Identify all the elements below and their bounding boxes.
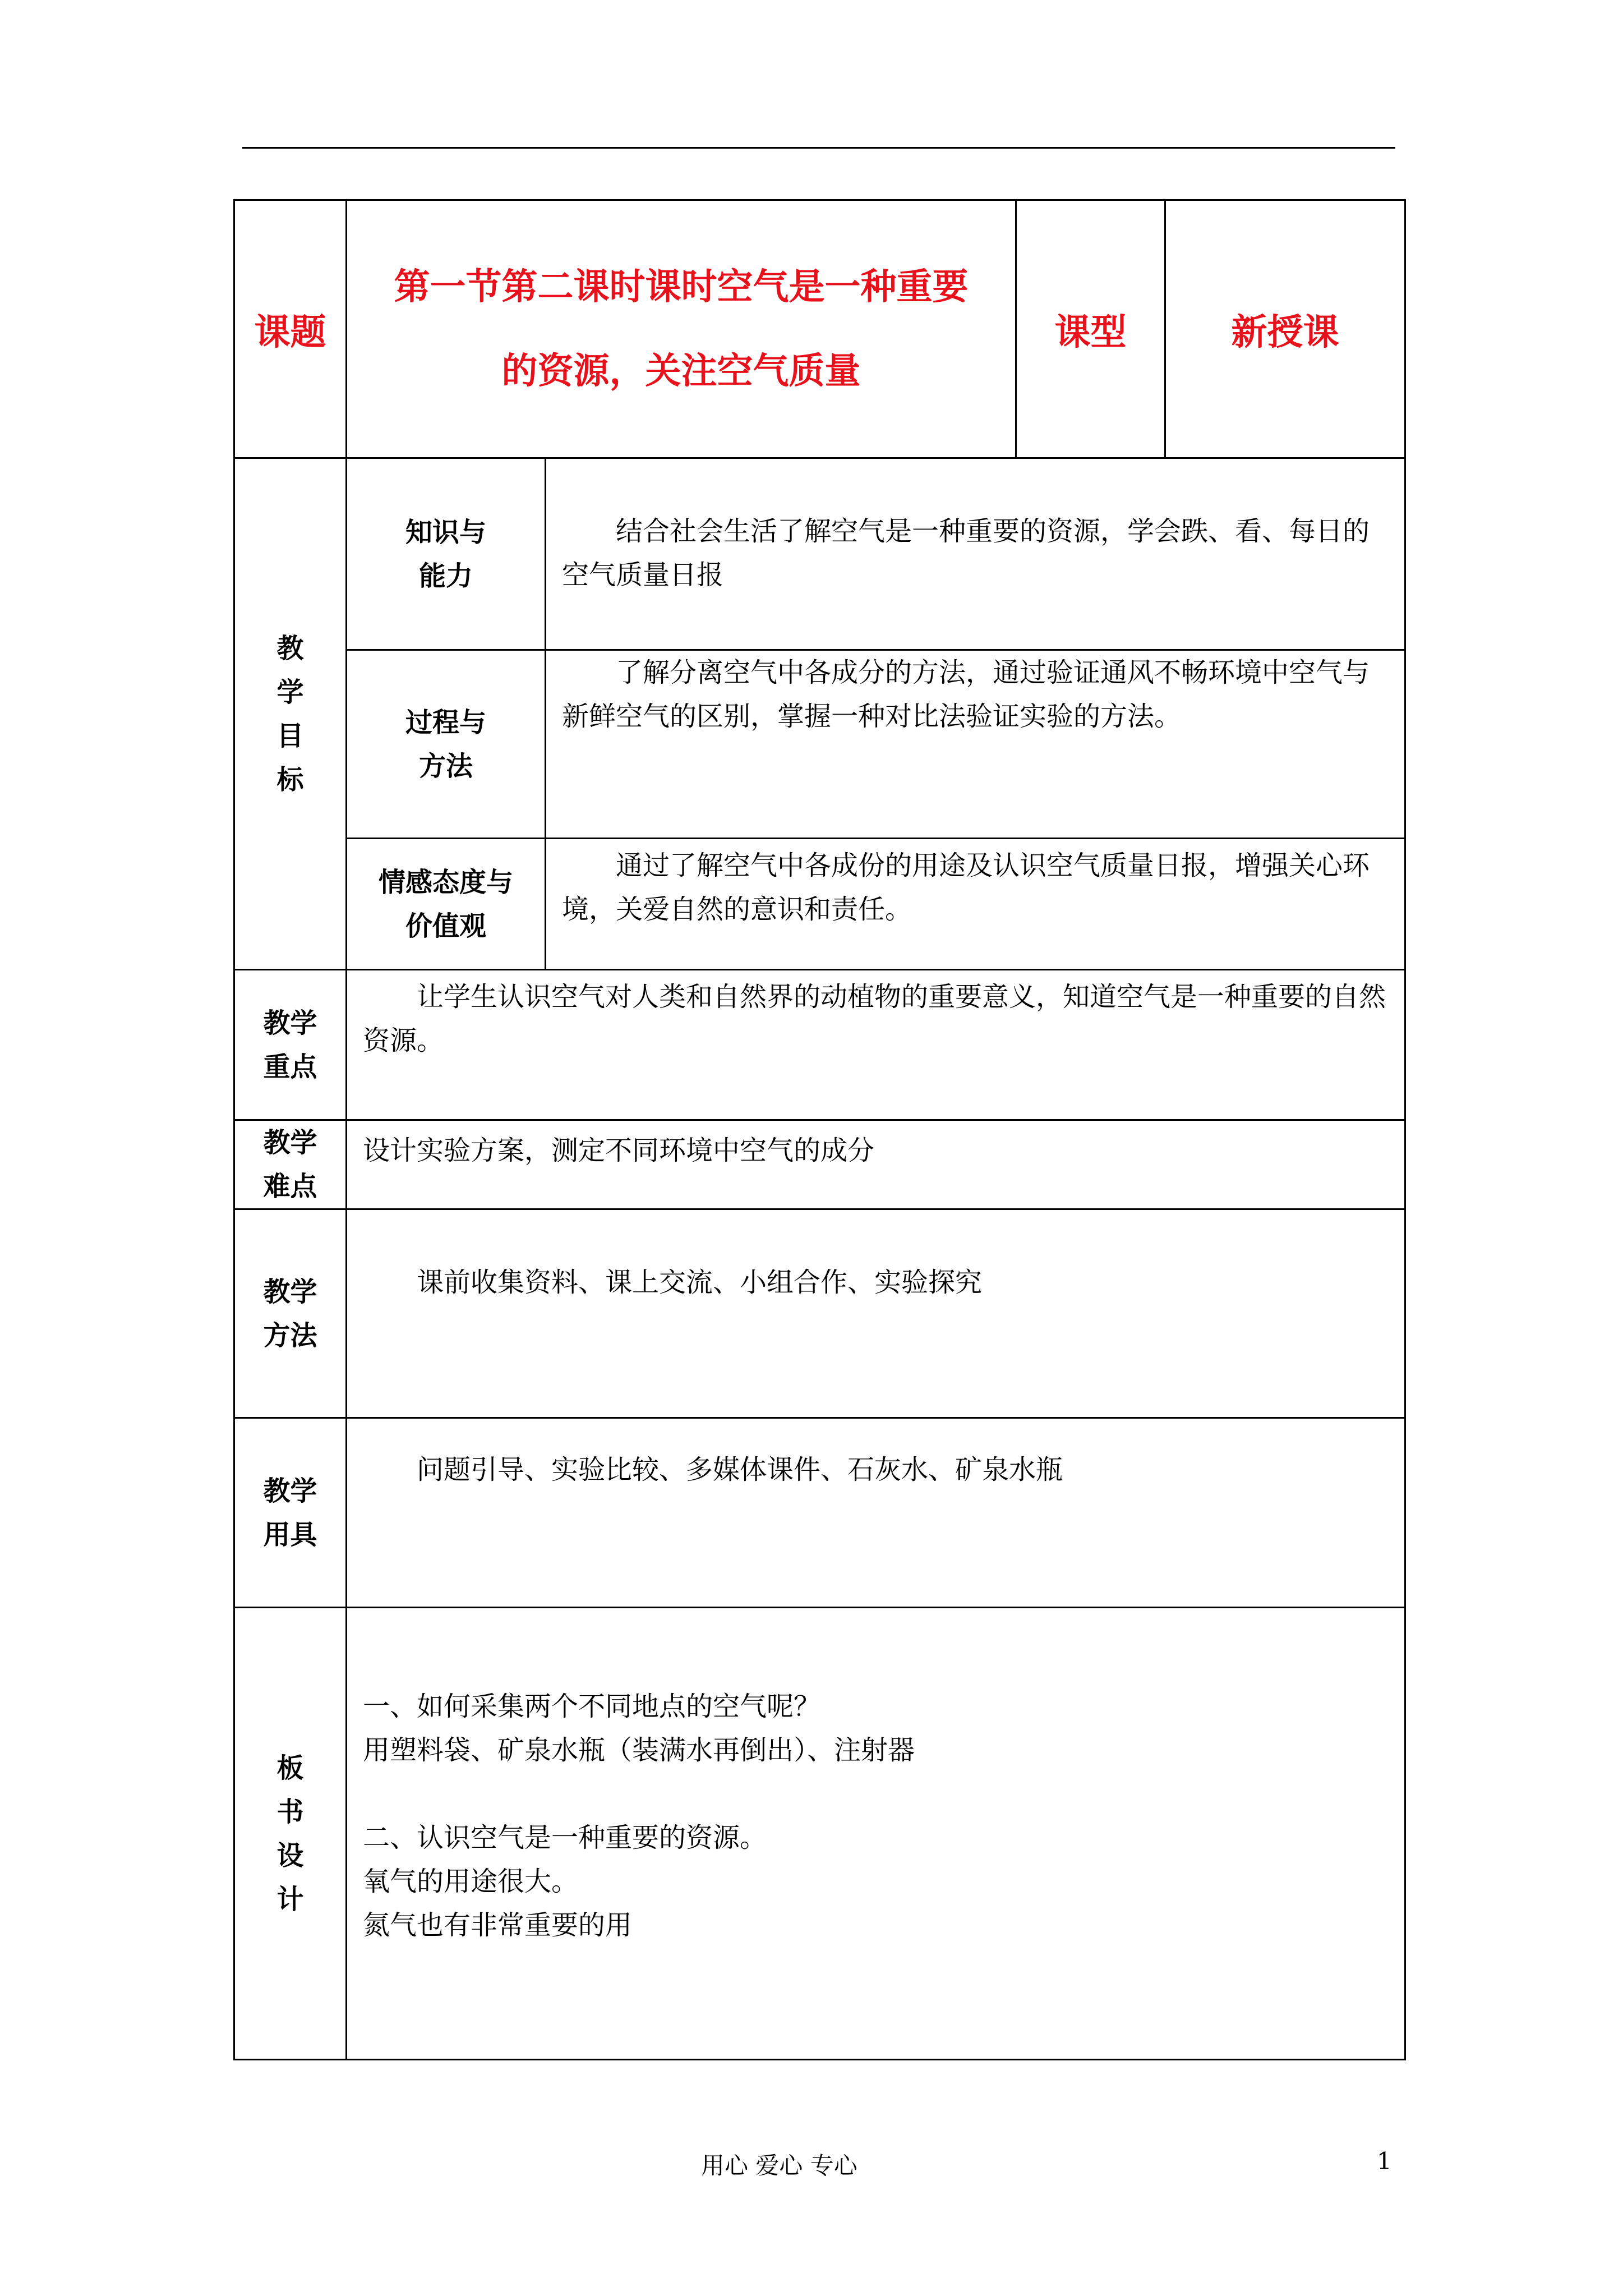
objective-content-attitude: 通过了解空气中各成份的用途及认识空气质量日报，增强关心环境，关爱自然的意识和责任。 (546, 839, 1405, 970)
method-label: 教学 方法 (234, 1209, 347, 1418)
type-label: 课型 (1016, 200, 1165, 458)
difficulty-row (234, 1120, 1405, 1209)
objective-label-attitude: 情感态度与 价值观 (347, 839, 546, 970)
lesson-title (347, 200, 1016, 458)
key-point-row (234, 970, 1405, 1120)
board-label: 板 书 设 计 (234, 1608, 347, 2060)
key-point-label: 教学 重点 (234, 970, 347, 1120)
title-row (234, 200, 1405, 458)
objectives-label: 教 学 目 标 (234, 458, 347, 970)
objective-label-knowledge: 知识与 能力 (347, 458, 546, 650)
board-line: 一、如何采集两个不同地点的空气呢？ (363, 1691, 821, 1722)
tools-content: 问题引导、实验比较、多媒体课件、石灰水、矿泉水瓶 (347, 1418, 1405, 1608)
difficulty-label: 教学 难点 (234, 1120, 347, 1209)
board-spacer (363, 1772, 1394, 1816)
method-row (234, 1209, 1405, 1418)
objective-row-process (234, 650, 1405, 839)
title-label: 课题 (234, 200, 347, 458)
board-content (347, 1608, 1405, 2060)
type-value: 新授课 (1165, 200, 1405, 458)
tools-row (234, 1418, 1405, 1608)
board-line: 氧气的用途很大。 (363, 1866, 579, 1897)
tools-label: 教学 用具 (234, 1418, 347, 1608)
board-line: 氮气也有非常重要的用 (363, 1910, 633, 1941)
objective-row-attitude (234, 839, 1405, 970)
objective-content-process: 了解分离空气中各成分的方法，通过验证通风不畅环境中空气与新鲜空气的区别，掌握一种对比法验证实验的方法。 (546, 650, 1405, 839)
board-line: 用塑料袋、矿泉水瓶（装满水再倒出）、注射器 (363, 1734, 915, 1766)
key-point-content: 让学生认识空气对人类和自然界的动植物的重要意义，知道空气是一种重要的自然资源。 (347, 970, 1405, 1120)
lesson-title-line1: 第一节第二课时课时空气是一种重要 (394, 265, 969, 308)
difficulty-content: 设计实验方案，测定不同环境中空气的成分 (347, 1120, 1405, 1209)
board-row (234, 1608, 1405, 2060)
footer-slogan: 用心 爱心 专心 (701, 2152, 857, 2179)
objective-row-knowledge (234, 458, 1405, 650)
page-number: 1 (1377, 2147, 1392, 2175)
lesson-title-line2: 的资源，关注空气质量 (501, 349, 861, 392)
lesson-plan-table (233, 199, 1406, 2060)
board-line: 二、认识空气是一种重要的资源。 (363, 1822, 767, 1853)
method-content: 课前收集资料、课上交流、小组合作、实验探究 (347, 1209, 1405, 1418)
objective-label-process: 过程与 方法 (347, 650, 546, 839)
objective-content-knowledge: 结合社会生活了解空气是一种重要的资源，学会跌、看、每日的空气质量日报 (546, 458, 1405, 650)
header-rule (242, 147, 1395, 149)
